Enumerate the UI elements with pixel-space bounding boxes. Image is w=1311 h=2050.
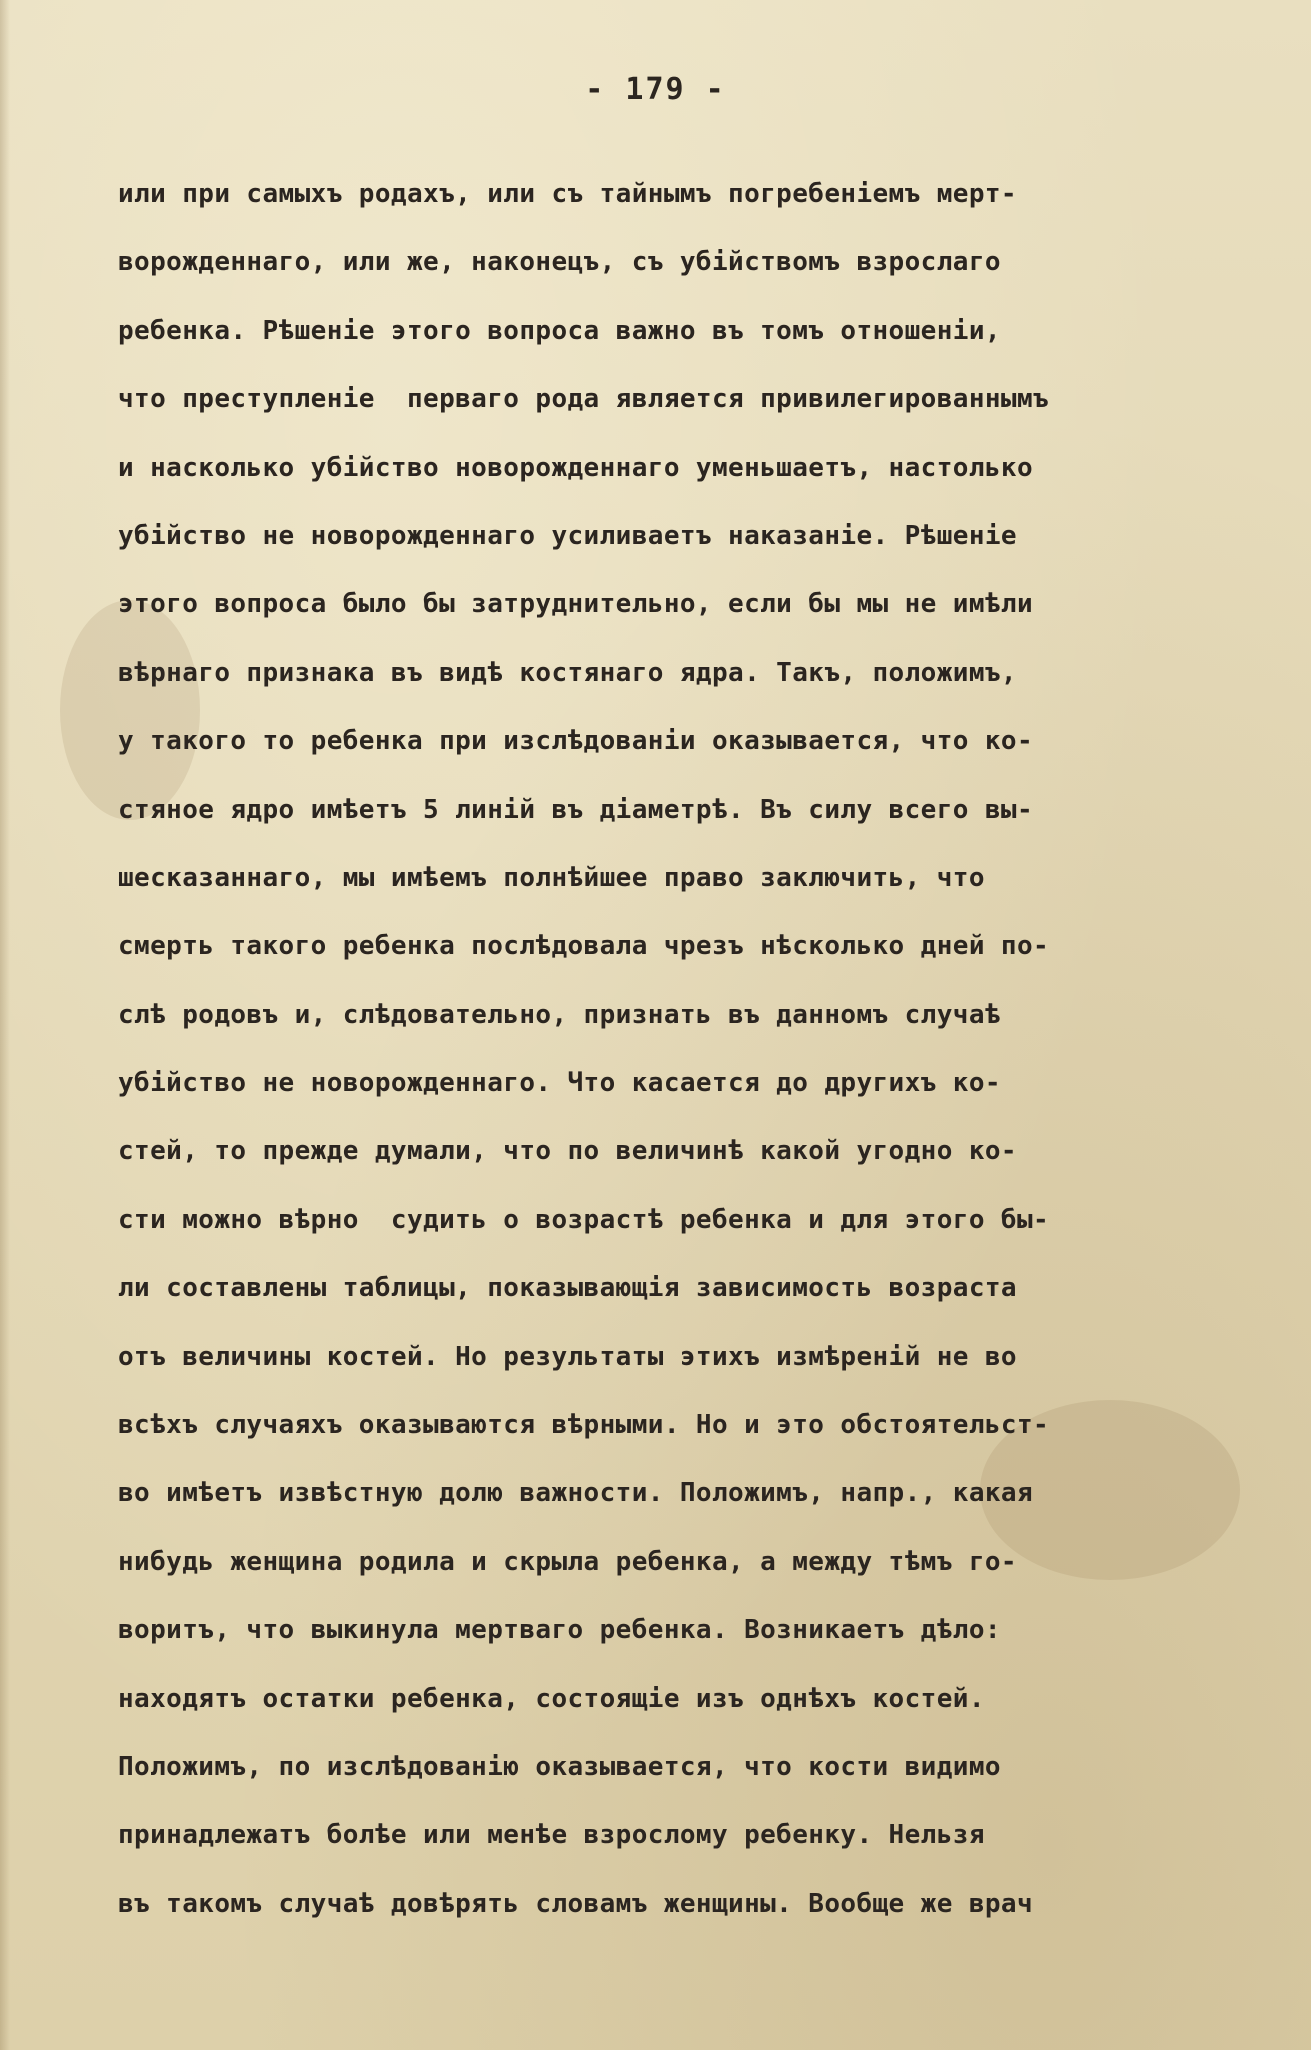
text-line: всѣхъ случаяхъ оказываются вѣрными. Но и это обстоятельст- [118, 1410, 1050, 1441]
text-line: стей, то прежде думали, что по величинѣ какой угодно ко- [118, 1136, 1017, 1167]
text-line: вѣрнаго признака въ видѣ костянаго ядра. Такъ, положимъ, [118, 657, 1017, 688]
text-line: и насколько убiйство новорожденнаго уменьшаетъ, настолько [118, 452, 1034, 483]
text-line: ли составлены таблицы, показывающiя зависимость возраста [118, 1273, 1017, 1304]
text-line: принадлежатъ болѣе или менѣе взрослому ребенку. Нельзя [118, 1820, 985, 1851]
page-edge-shadow [0, 0, 10, 2050]
text-line: этого вопроса было бы затруднительно, если бы мы не имѣли [118, 589, 1034, 620]
text-line: нибудь женщина родила и скрыла ребенка, а между тѣмъ го- [118, 1546, 1017, 1577]
text-line: въ такомъ случаѣ довѣрять словамъ женщины. Вообще же врач [118, 1888, 1034, 1919]
text-line: находятъ остатки ребенка, состоящiе изъ однѣхъ костей. [118, 1683, 985, 1714]
text-line: во имѣетъ извѣстную долю важности. Положимъ, напр., какая [118, 1478, 1034, 1509]
text-line: Положимъ, по изслѣдованiю оказывается, что кости видимо [118, 1751, 1001, 1782]
text-line: убiйство не новорожденнаго усиливаетъ наказанiе. Рѣшенiе [118, 520, 1017, 551]
text-line: у такого то ребенка при изслѣдованiи оказывается, что ко- [118, 726, 1034, 757]
text-line: убiйство не новорожденнаго. Что касается до другихъ ко- [118, 1068, 1001, 1099]
text-line: ребенка. Рѣшенiе этого вопроса важно въ томъ отношенiи, [118, 315, 1001, 346]
text-line: что преступленiе перваго рода является привилегированнымъ [118, 384, 1050, 415]
text-line: шесказаннаго, мы имѣемъ полнѣйшее право заключить, что [118, 862, 985, 893]
body-text [118, 160, 1298, 1938]
text-line: или при самыхъ родахъ, или съ тайнымъ погребенiемъ мерт- [118, 179, 1017, 209]
page-number: - 179 - [585, 72, 726, 107]
text-line: ворожденнаго, или же, наконецъ, съ убiйствомъ взрослаго [118, 247, 1001, 278]
text-line: воритъ, что выкинула мертваго ребенка. Возникаетъ дѣло: [118, 1615, 1001, 1646]
text-line: слѣ родовъ и, слѣдовательно, признать въ данномъ случаѣ [118, 999, 1001, 1030]
text-line: сти можно вѣрно судить о возрастѣ ребенка и для этого бы- [118, 1204, 1050, 1235]
text-line: смерть такого ребенка послѣдовала чрезъ нѣсколько дней по- [118, 931, 1050, 962]
text-line: отъ величины костей. Но результаты этихъ измѣренiй не во [118, 1341, 1017, 1372]
text-line: стяное ядро имѣетъ 5 линiй въ дiаметрѣ. Въ силу всего вы- [118, 794, 1034, 825]
